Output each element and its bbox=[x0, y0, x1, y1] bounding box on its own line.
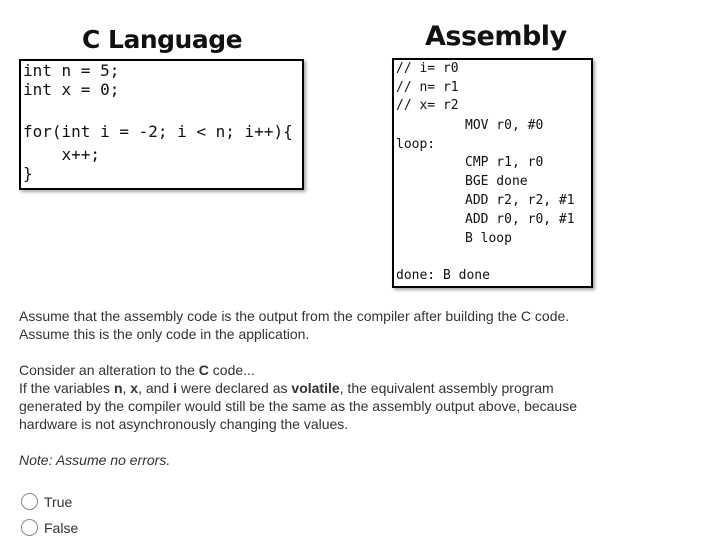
text-segment: were declared as bbox=[177, 380, 292, 396]
radio-button-false[interactable] bbox=[21, 519, 38, 536]
bold-variable-n: n bbox=[113, 380, 123, 396]
text-segment: code... bbox=[208, 362, 255, 378]
question-paragraph-1: Assume that the assembly code is the output from the compiler after building the C code. Assume this is the only code in the application. bbox=[19, 308, 570, 342]
bold-variable-i: i bbox=[173, 380, 177, 396]
c-code-line: int x = 0; bbox=[23, 80, 120, 99]
asm-comment-line: // x= r2 bbox=[396, 98, 459, 113]
asm-instruction: CMP r1, r0 bbox=[465, 155, 544, 170]
c-code-line: for(int i = -2; i < n; i++){ bbox=[23, 122, 293, 141]
radio-button-true[interactable] bbox=[21, 493, 38, 510]
text-segment: , the equivalent assembly program generated by the compiler would still be the same as the assembly output above, because hardware is not asynchronously changing the values. bbox=[19, 380, 577, 432]
c-code-line: x++; bbox=[23, 145, 101, 164]
bold-c-term: C bbox=[198, 362, 209, 378]
c-code-box bbox=[19, 59, 304, 190]
answer-option-true[interactable] bbox=[21, 493, 72, 510]
text-segment: Consider an alteration to the bbox=[19, 362, 199, 378]
asm-comment-line: // n= r1 bbox=[396, 80, 459, 95]
bold-volatile: volatile bbox=[291, 380, 340, 396]
text-segment: If the variables bbox=[19, 380, 114, 396]
asm-instruction: ADD r0, r0, #1 bbox=[465, 212, 575, 227]
option-label-false: False bbox=[44, 519, 79, 536]
asm-instruction: MOV r0, #0 bbox=[465, 118, 544, 133]
asm-label: loop: bbox=[396, 137, 436, 152]
bold-variable-x: x bbox=[130, 380, 139, 396]
c-language-heading: C Language bbox=[82, 25, 243, 54]
assembly-code-box bbox=[392, 58, 593, 288]
asm-instruction: B loop bbox=[465, 231, 512, 246]
c-code-line: int n = 5; bbox=[23, 61, 120, 80]
answer-option-false[interactable] bbox=[21, 519, 78, 536]
asm-comment-line: // i= r0 bbox=[396, 61, 459, 76]
assembly-heading: Assembly bbox=[425, 21, 567, 52]
asm-instruction: BGE done bbox=[465, 174, 528, 189]
text-segment: , and bbox=[138, 380, 174, 396]
c-code-line: } bbox=[23, 164, 33, 183]
note-text: Note: Assume no errors. bbox=[19, 452, 171, 468]
asm-label: done: B done bbox=[396, 268, 490, 283]
question-paragraph-2 bbox=[19, 361, 609, 433]
text-segment: , bbox=[122, 380, 131, 396]
option-label-true: True bbox=[44, 493, 73, 510]
asm-instruction: ADD r2, r2, #1 bbox=[465, 193, 575, 208]
